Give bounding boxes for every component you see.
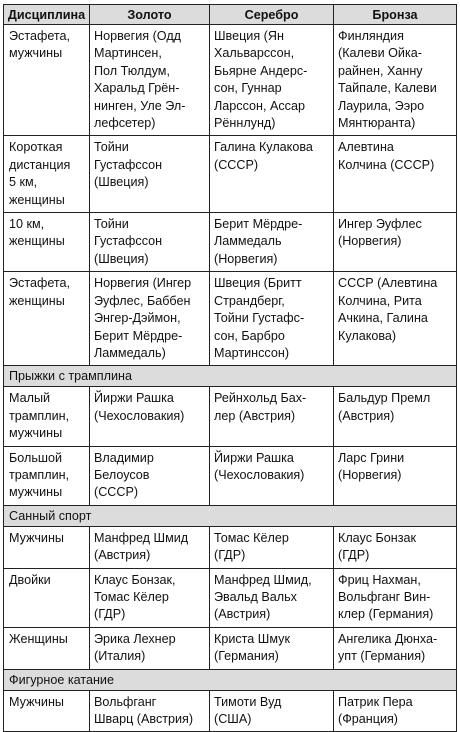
cell-text-line: мужчины — [9, 46, 63, 61]
cell-text-line: (Чехословакия) — [214, 467, 305, 482]
cell-text-line: Бальдур Премл — [338, 391, 431, 406]
table-row — [4, 25, 457, 136]
cell-text-line: (Норвегия) — [338, 467, 402, 482]
cell-text-line: Большой — [9, 450, 63, 465]
cell-text-line: 5 км, — [9, 175, 38, 190]
cell-text-line: Эрика Лехнер — [94, 631, 176, 646]
cell-silver — [210, 213, 334, 272]
cell-text-line: (ГДР) — [214, 548, 246, 563]
cell-text-line: Владимир — [94, 450, 154, 465]
cell-text-line: сон, Барбро — [214, 328, 285, 343]
cell-text-line: (СССР) — [94, 485, 139, 500]
cell-bronze — [334, 526, 457, 568]
cell-text-line: (Чехословакия) — [94, 408, 185, 423]
cell-discipline — [4, 627, 90, 669]
cell-text-line: Йиржи Рашка — [94, 391, 174, 406]
cell-text-line: (ГДР) — [94, 607, 126, 622]
cell-text-line: СССР (Алевтина — [338, 276, 438, 291]
cell-text-line: клер (Германия) — [338, 607, 434, 622]
cell-text-line: (Германия) — [214, 649, 279, 664]
cell-gold — [90, 25, 210, 136]
cell-text-line: Алевтина — [338, 140, 394, 155]
cell-text-line: Мужчины — [9, 530, 64, 545]
section-title: Санный спорт — [4, 505, 457, 526]
cell-text-line: Ларссон, Ассар — [214, 98, 305, 113]
table-row — [4, 568, 457, 627]
cell-text-line: мужчины — [9, 426, 63, 441]
cell-bronze — [334, 568, 457, 627]
cell-text-line: Лаурила, Ээро — [338, 98, 425, 113]
cell-text-line: (США) — [214, 712, 252, 726]
cell-text-line: Эстафета, — [9, 276, 71, 291]
cell-text-line: (Норвегия) — [214, 251, 278, 266]
cell-gold — [90, 272, 210, 366]
medal-table — [3, 4, 457, 732]
cell-text-line: Ингер Эуфлес — [338, 217, 422, 232]
cell-silver — [210, 446, 334, 505]
section-title: Прыжки с трамплина — [4, 366, 457, 387]
cell-gold — [90, 526, 210, 568]
cell-text-line: Эуфлес, Баббен — [94, 293, 191, 308]
cell-text-line: Рейнхольд Бах- — [214, 391, 307, 406]
cell-text-line: Йиржи Рашка — [214, 450, 294, 465]
cell-gold — [90, 568, 210, 627]
table-row — [4, 387, 457, 446]
cell-silver — [210, 627, 334, 669]
cell-text-line: женщины — [9, 293, 65, 308]
cell-text-line: Эвальд Вальх — [214, 589, 297, 604]
cell-text-line: 10 км, — [9, 217, 45, 232]
cell-text-line: мужчины — [9, 485, 63, 500]
cell-text-line: (Австрия) — [94, 548, 151, 563]
cell-text-line: Энгер-Дэймон, — [94, 311, 181, 326]
cell-text-line: Белоусов — [94, 467, 150, 482]
cell-bronze — [334, 25, 457, 136]
table-row — [4, 213, 457, 272]
cell-text-line: Мянтюранта) — [338, 116, 416, 131]
cell-gold — [90, 627, 210, 669]
cell-text-line: Короткая — [9, 140, 63, 155]
cell-text-line: Клаус Бонзак — [338, 530, 417, 545]
cell-text-line: сон, Гуннар — [214, 81, 282, 96]
cell-text-line: Манфред Шмид — [94, 530, 189, 545]
section-row — [4, 366, 457, 387]
cell-text-line: Швеция (Бритт — [214, 276, 302, 291]
cell-discipline — [4, 136, 90, 213]
cell-text-line: женщины — [9, 234, 65, 249]
cell-text-line: Кулакова) — [338, 328, 397, 343]
cell-text-line: Манфред Шмид, — [214, 572, 312, 587]
cell-text-line: Колчина (СССР) — [338, 157, 435, 172]
cell-text-line: лер (Австрия) — [214, 408, 296, 423]
cell-text-line: (Австрия) — [214, 607, 271, 622]
cell-text-line: женщины — [9, 192, 65, 207]
header-silver: Серебро — [210, 5, 334, 25]
cell-gold — [90, 213, 210, 272]
cell-text-line: Бьярне Андерс- — [214, 63, 308, 78]
cell-text-line: нинген, Уле Эл- — [94, 98, 186, 113]
cell-silver — [210, 136, 334, 213]
cell-text-line: Норвегия (Одд — [94, 29, 182, 43]
cell-text-line: Патрик Пера — [338, 694, 413, 709]
cell-discipline — [4, 387, 90, 446]
cell-silver — [210, 568, 334, 627]
cell-text-line: Вольфганг — [94, 694, 157, 709]
cell-text-line: лефсетер) — [94, 116, 156, 131]
cell-text-line: Страндберг, — [214, 293, 285, 308]
cell-text-line: Криста Шмук — [214, 631, 290, 646]
cell-bronze — [334, 690, 457, 732]
cell-text-line: (Швеция) — [94, 251, 149, 266]
cell-gold — [90, 690, 210, 732]
cell-text-line: Норвегия (Ингер — [94, 276, 192, 291]
cell-discipline — [4, 25, 90, 136]
cell-text-line: Томас Кёлер — [214, 530, 289, 545]
cell-text-line: (Калеви Ойка- — [338, 46, 422, 61]
cell-bronze — [334, 627, 457, 669]
cell-discipline — [4, 272, 90, 366]
cell-text-line: (Швеция) — [94, 175, 149, 190]
cell-silver — [210, 690, 334, 732]
cell-text-line: Тойни Густафс- — [214, 311, 305, 326]
cell-text-line: Тойни — [94, 140, 129, 155]
table-row — [4, 627, 457, 669]
table-row — [4, 690, 457, 732]
cell-text-line: Пол Тюлдум, — [94, 63, 170, 78]
cell-text-line: Эстафета, — [9, 29, 71, 43]
cell-bronze — [334, 213, 457, 272]
cell-text-line: Ангелика Дюнха- — [338, 631, 438, 646]
cell-silver — [210, 387, 334, 446]
cell-text-line: (Франция) — [338, 712, 398, 726]
cell-gold — [90, 446, 210, 505]
cell-text-line: Мужчины — [9, 694, 64, 709]
cell-text-line: Ачкина, Галина — [338, 311, 428, 326]
cell-silver — [210, 25, 334, 136]
cell-text-line: Швеция (Ян — [214, 29, 284, 43]
header-row — [4, 5, 457, 25]
cell-text-line: Томас Кёлер — [94, 589, 169, 604]
cell-text-line: Берит Мёрдре- — [214, 217, 303, 232]
cell-text-line: (СССР) — [214, 157, 259, 172]
cell-text-line: Тимоти Вуд — [214, 694, 282, 709]
cell-bronze — [334, 136, 457, 213]
cell-text-line: Густафссон — [94, 157, 163, 172]
section-title: Фигурное катание — [4, 669, 457, 690]
cell-discipline — [4, 690, 90, 732]
cell-text-line: Малый — [9, 391, 51, 406]
section-row — [4, 669, 457, 690]
cell-text-line: трамплин, — [9, 467, 70, 482]
cell-discipline — [4, 213, 90, 272]
cell-text-line: Вольфганг Вин- — [338, 589, 431, 604]
cell-bronze — [334, 272, 457, 366]
cell-discipline — [4, 446, 90, 505]
cell-text-line: Клаус Бонзак, — [94, 572, 176, 587]
cell-text-line: Шварц (Австрия) — [94, 712, 194, 726]
cell-text-line: Тайпале, Калеви — [338, 81, 437, 96]
cell-text-line: Женщины — [9, 631, 68, 646]
cell-text-line: Рённлунд) — [214, 116, 276, 131]
cell-discipline — [4, 568, 90, 627]
cell-text-line: Двойки — [9, 572, 51, 587]
cell-text-line: райнен, Ханну — [338, 63, 423, 78]
cell-bronze — [334, 387, 457, 446]
cell-text-line: Мартинсен, — [94, 46, 162, 61]
cell-text-line: Колчина, Рита — [338, 293, 422, 308]
cell-text-line: Ларс Грини — [338, 450, 405, 465]
header-gold: Золото — [90, 5, 210, 25]
cell-text-line: (Австрия) — [338, 408, 395, 423]
cell-text-line: Берит Мёрдре- — [94, 328, 183, 343]
cell-text-line: Тойни — [94, 217, 129, 232]
cell-text-line: упт (Германия) — [338, 649, 426, 664]
cell-text-line: дистанция — [9, 157, 71, 172]
cell-text-line: Мартинссон) — [214, 345, 290, 360]
cell-discipline — [4, 526, 90, 568]
cell-text-line: Ламмедаль — [214, 234, 282, 249]
cell-text-line: Галина Кулакова — [214, 140, 313, 155]
table-row — [4, 526, 457, 568]
table-row — [4, 136, 457, 213]
table-body — [4, 25, 457, 732]
cell-gold — [90, 136, 210, 213]
header-bronze: Бронза — [334, 5, 457, 25]
cell-text-line: (Италия) — [94, 649, 146, 664]
cell-text-line: Хальварссон, — [214, 46, 295, 61]
cell-bronze — [334, 446, 457, 505]
cell-text-line: Финляндия — [338, 29, 404, 43]
cell-text-line: (Норвегия) — [338, 234, 402, 249]
section-row — [4, 505, 457, 526]
cell-text-line: (ГДР) — [338, 548, 370, 563]
cell-text-line: Харальд Грён- — [94, 81, 180, 96]
cell-text-line: Фриц Нахман, — [338, 572, 421, 587]
cell-text-line: трамплин, — [9, 408, 70, 423]
table-row — [4, 272, 457, 366]
cell-gold — [90, 387, 210, 446]
cell-silver — [210, 526, 334, 568]
cell-text-line: Ламмедаль) — [94, 345, 166, 360]
table-row — [4, 446, 457, 505]
header-discipline: Дисциплина — [4, 5, 90, 25]
cell-text-line: Густафссон — [94, 234, 163, 249]
cell-silver — [210, 272, 334, 366]
